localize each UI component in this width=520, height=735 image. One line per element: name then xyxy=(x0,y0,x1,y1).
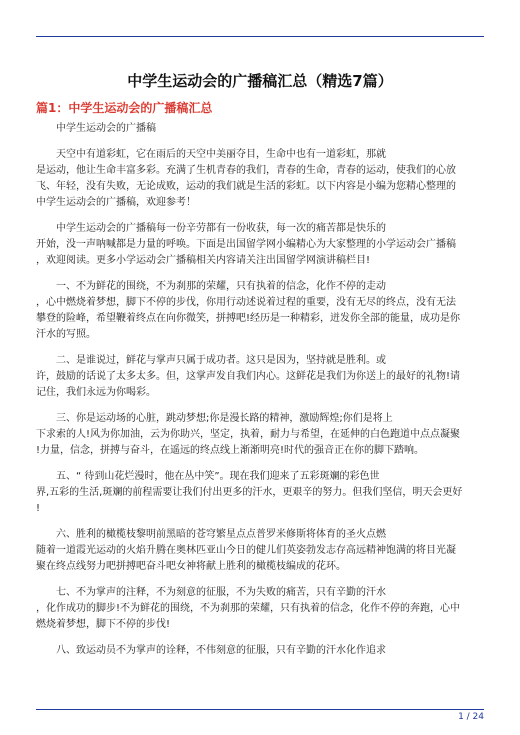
top-divider xyxy=(36,36,484,37)
paragraph-line: 攀登的险峰，希望鞭着终点在向你微笑，拼搏吧!经历是一种精彩，迸发你全部的能量，成功是你 xyxy=(36,313,461,324)
paragraph-line: 聚在终点线努力吧拼搏吧奋斗吧女神将献上胜利的橄榄枝编成的花环。 xyxy=(36,561,346,572)
paragraph-line: 开始，没一声呐喊都是力量的呼唤。下面是出国留学网小编精心为大家整理的小学运动会广播稿 xyxy=(36,239,456,250)
paragraph-line: 天空中有道彩虹，它在雨后的天空中美丽夺目，生命中也有一道彩虹，那就 xyxy=(56,149,386,160)
paragraph-line: 八、致运动员不为掌声的诠释，不伟刻意的征服，只有辛勤的汗水化作追求 xyxy=(56,645,386,656)
paragraph-line: 中学生运动会的广播稿每一份辛劳都有一份收获，每一次的痛苦都是快乐的 xyxy=(56,223,386,234)
paragraph xyxy=(36,411,484,459)
paragraph xyxy=(36,279,484,343)
paragraph-list xyxy=(36,147,484,659)
paragraph-line: ! xyxy=(36,503,41,514)
paragraph-line: 中学生运动会的广播稿，欢迎参考！ xyxy=(36,197,196,208)
paragraph-line: 燃烧着梦想，脚下不停的步伐! xyxy=(36,619,171,630)
paragraph-line: !力量，信念，拼搏与奋斗，在遥远的终点线上渐渐明亮!时代的强音正在你的脚下踏响。 xyxy=(36,445,425,456)
paragraph-line: 一、不为鲜花的围绕，不为刹那的荣耀，只有执着的信念，化作不停的走动 xyxy=(56,281,386,292)
paragraph xyxy=(36,221,484,269)
paragraph-line: 记住，我们永远为你喝彩。 xyxy=(36,387,156,398)
page-indicator: 1 / 24 xyxy=(458,712,484,722)
paragraph-line: 界,五彩的生活,斑斓的前程需要让我们付出更多的汗水，更艰辛的努力。但我们坚信，明天会更好 xyxy=(36,487,463,498)
paragraph-line: 七、不为掌声的注释，不为刻意的征服，不为失败的痛苦，只有辛勤的汗水 xyxy=(56,587,386,598)
paragraph-line: 下求索的人!风为你加油，云为你助兴，坚定，执着，耐力与希望，在延伸的白色跑道中点点凝聚 xyxy=(36,429,461,440)
paragraph-line: ，心中燃烧着梦想，脚下不停的步伐，你用行动述说着过程的重要，没有无尽的终点，没有无法 xyxy=(36,297,456,308)
paragraph xyxy=(36,585,484,633)
paragraph-line: 三、你是运动场的心脏，跳动梦想;你是漫长路的精神，激励辉煌;你们是将上 xyxy=(56,413,393,424)
paragraph xyxy=(36,353,484,401)
paragraph xyxy=(36,469,484,517)
document-body xyxy=(36,121,484,669)
bottom-divider xyxy=(36,709,484,710)
paragraph-line: 五、“ 待到山花烂漫时，他在丛中笑”。现在我们迎来了五彩斑斓的彩色世 xyxy=(56,471,380,482)
paragraph xyxy=(36,147,484,211)
paragraph-line: 飞、年轻，没有失败，无论成败，运动的我们就是生活的彩虹。以下内容是小编为您精心整理的 xyxy=(36,181,456,192)
paragraph-line: 许，鼓励的话说了太多太多。但，这掌声发自我们内心。这鲜花是我们为你送上的最好的礼物!请 xyxy=(36,371,461,382)
paragraph-line: ，化作成功的脚步!不为鲜花的围绕，不为刹那的荣耀，只有执着的信念，化作不停的奔跑，心中 xyxy=(36,603,461,614)
paragraph-line: 二、是谁说过，鲜花与掌声只属于成功者。这只是因为，坚持就是胜利。或 xyxy=(56,355,386,366)
paragraph-line: 汗水的写照。 xyxy=(36,329,96,340)
paragraph-line: 随着一道霞光运动的火焰升腾在奥林匹亚山今日的健儿们英姿勃发志存高远精神饱满的将目光凝 xyxy=(36,545,456,556)
paragraph-line: 六、胜利的橄榄枝黎明前黑暗的苍穹繁星点点普罗米修斯将体育的圣火点燃 xyxy=(56,529,386,540)
document-subtitle: 中学生运动会的广播稿 xyxy=(56,123,156,134)
paragraph-line: ，欢迎阅读。更多小学运动会广播稿相关内容请关注出国留学网演讲稿栏目! xyxy=(36,255,371,266)
paragraph xyxy=(36,527,484,575)
paragraph xyxy=(36,643,484,659)
paragraph-line: 是运动，他让生命丰富多彩。充满了生机青春的我们，青春的生命，青春的运动，使我们的心放 xyxy=(36,165,456,176)
section-heading: 篇1：中学生运动会的广播稿汇总 xyxy=(36,101,213,115)
document-title: 中学生运动会的广播稿汇总（精选7篇） xyxy=(127,72,393,90)
